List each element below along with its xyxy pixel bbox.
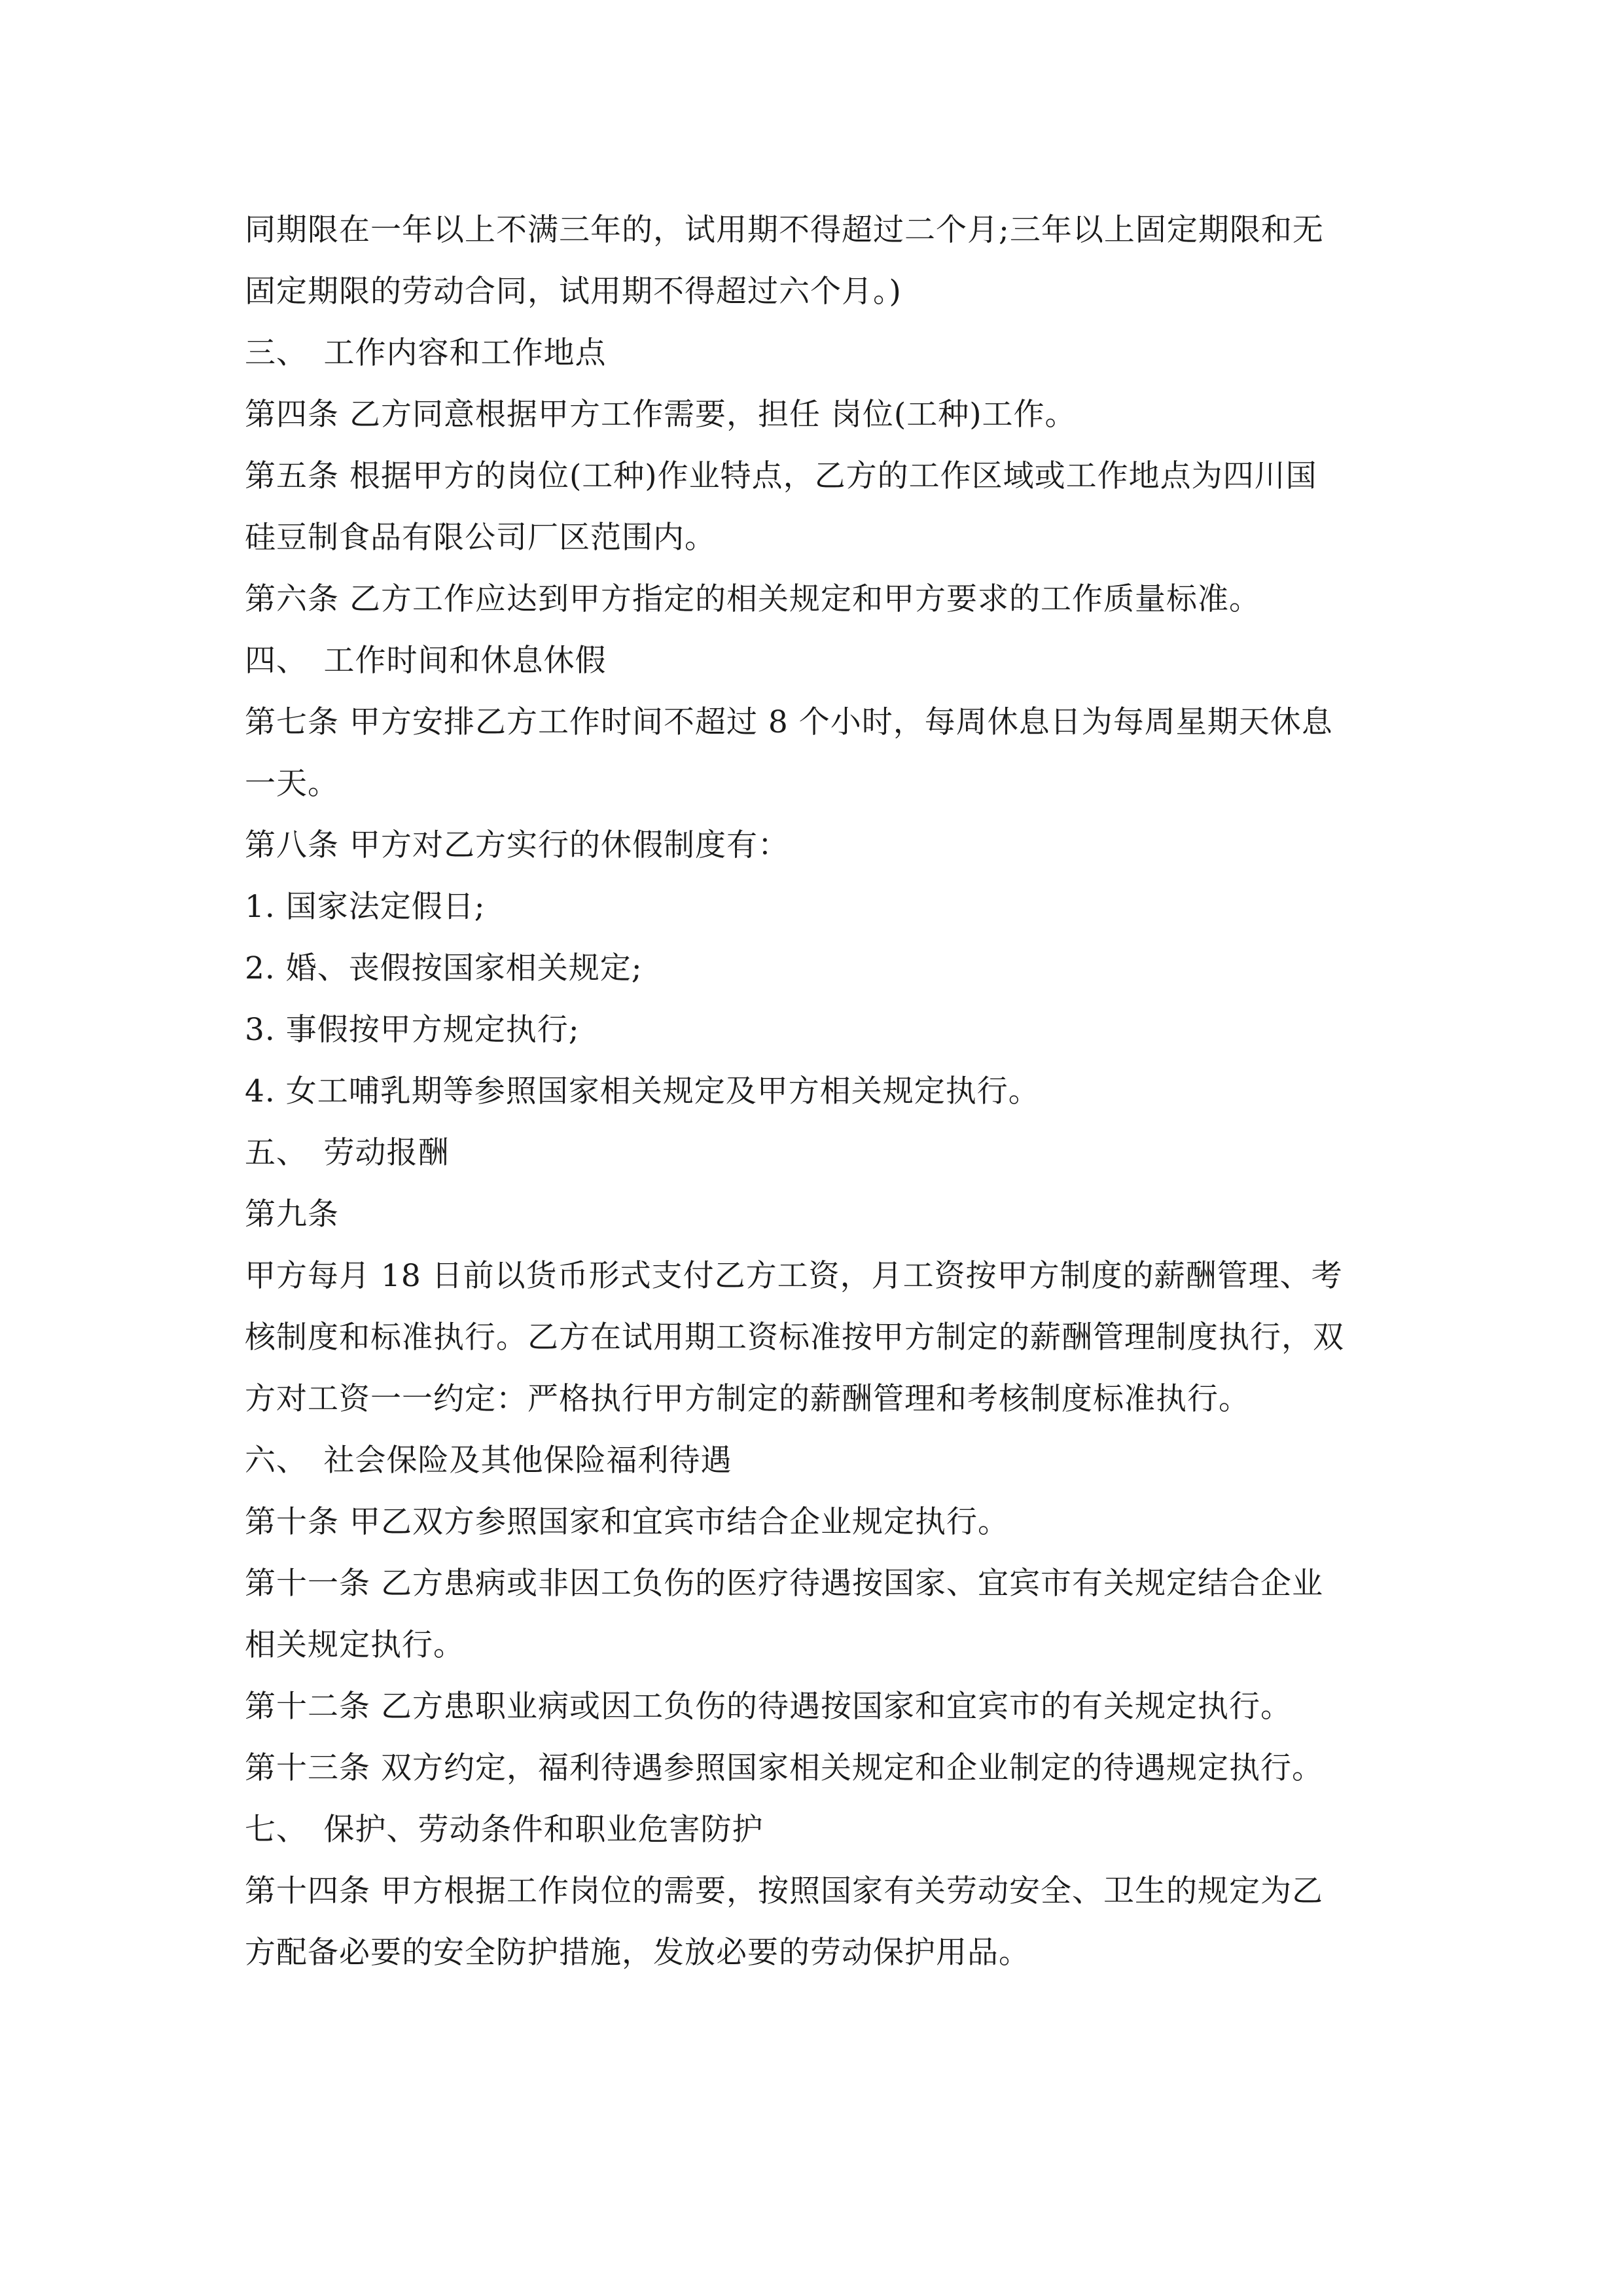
text-line: 方对工资一一约定：严格执行甲方制定的薪酬管理和考核制度标准执行。 xyxy=(245,1381,1250,1417)
text-line: 硅豆制食品有限公司厂区范围内。 xyxy=(245,520,716,556)
text-line: 核制度和标准执行。乙方在试用期工资标准按甲方制定的薪酬管理制度执行，双 xyxy=(245,1319,1344,1355)
document-body xyxy=(245,208,1383,1992)
text-line: 第六条 乙方工作应达到甲方指定的相关规定和甲方要求的工作质量标准。 xyxy=(245,581,1260,617)
text-line: 第十二条 乙方患职业病或因工负伤的待遇按国家和宜宾市的有关规定执行。 xyxy=(245,1689,1292,1725)
text-line: 第五条 根据甲方的岗位(工种)作业特点，乙方的工作区域或工作地点为四川国 xyxy=(245,458,1317,494)
text-line: 一天。 xyxy=(245,766,339,802)
text-line: 第十条 甲乙双方参照国家和宜宾市结合企业规定执行。 xyxy=(245,1504,1009,1540)
text-line: 相关规定执行。 xyxy=(245,1627,465,1663)
list-item: 3. 事假按甲方规定执行; xyxy=(245,1012,580,1048)
text-line: 同期限在一年以上不满三年的，试用期不得超过二个月;三年以上固定期限和无 xyxy=(245,212,1324,248)
text-line: 第十三条 双方约定，福利待遇参照国家相关规定和企业制定的待遇规定执行。 xyxy=(245,1750,1323,1786)
list-item: 2. 婚、丧假按国家相关规定; xyxy=(245,950,643,986)
text-line: 第九条 xyxy=(245,1196,339,1232)
text-line: 甲方每月 18 日前以货币形式支付乙方工资，月工资按甲方制度的薪酬管理、考 xyxy=(245,1258,1343,1294)
section-heading: 六、 社会保险及其他保险福利待遇 xyxy=(245,1443,732,1479)
section-heading: 三、 工作内容和工作地点 xyxy=(245,335,607,371)
text-line: 固定期限的劳动合同，试用期不得超过六个月。) xyxy=(245,274,902,310)
text-line: 第十四条 甲方根据工作岗位的需要，按照国家有关劳动安全、卫生的规定为乙 xyxy=(245,1873,1323,1909)
text-line: 第八条 甲方对乙方实行的休假制度有： xyxy=(245,827,789,863)
section-heading: 七、 保护、劳动条件和职业危害防护 xyxy=(245,1812,764,1848)
text-line: 第十一条 乙方患病或非因工负伤的医疗待遇按国家、宜宾市有关规定结合企业 xyxy=(245,1566,1323,1602)
list-item: 1. 国家法定假日; xyxy=(245,889,486,925)
text-line: 第四条 乙方同意根据甲方工作需要，担任 岗位(工种)工作。 xyxy=(245,397,1077,433)
section-heading: 四、 工作时间和休息休假 xyxy=(245,643,607,679)
text-line: 第七条 甲方安排乙方工作时间不超过 8 个小时，每周休息日为每周星期天休息 xyxy=(245,704,1333,740)
list-item: 4. 女工哺乳期等参照国家相关规定及甲方相关规定执行。 xyxy=(245,1073,1040,1109)
section-heading: 五、 劳动报酬 xyxy=(245,1135,450,1171)
text-line: 方配备必要的安全防护措施，发放必要的劳动保护用品。 xyxy=(245,1935,1030,1971)
